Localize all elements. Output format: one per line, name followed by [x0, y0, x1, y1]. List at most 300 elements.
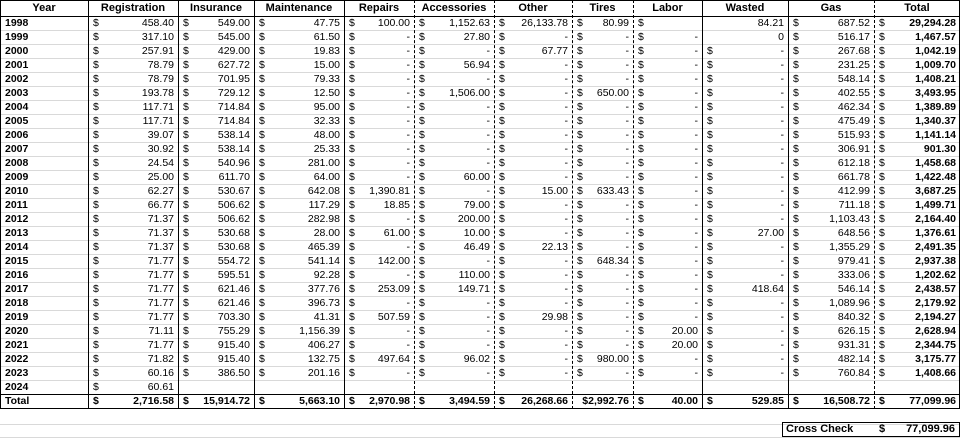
amount-cell[interactable]: - [694, 255, 698, 267]
amount-cell[interactable]: - [780, 241, 784, 253]
amount-cell[interactable]: 62.27 [147, 185, 174, 197]
year-cell[interactable]: 2001 [5, 59, 29, 71]
amount-cell[interactable]: - [625, 73, 629, 85]
amount-cell[interactable]: 650.00 [596, 87, 629, 99]
amount-cell[interactable]: 540.96 [217, 157, 250, 169]
amount-cell[interactable]: 703.30 [217, 311, 250, 323]
grand-total[interactable]: 77,099.96 [909, 395, 956, 407]
row-total[interactable]: 1,389.89 [915, 101, 956, 113]
amount-cell[interactable]: 25.33 [313, 143, 340, 155]
amount-cell[interactable]: 755.29 [217, 325, 250, 337]
amount-cell[interactable]: - [780, 213, 784, 225]
amount-cell[interactable]: - [780, 199, 784, 211]
amount-cell[interactable]: 96.02 [463, 353, 490, 365]
row-total[interactable]: 1,422.48 [915, 171, 956, 183]
amount-cell[interactable]: 545.00 [217, 31, 250, 43]
amount-cell[interactable] [702, 380, 788, 394]
amount-cell[interactable]: - [486, 115, 490, 127]
amount-cell[interactable]: 506.62 [217, 213, 250, 225]
amount-cell[interactable]: 84.21 [757, 17, 784, 29]
amount-cell[interactable]: 377.76 [307, 283, 340, 295]
year-cell[interactable]: 1998 [5, 17, 29, 29]
amount-cell[interactable]: 530.68 [217, 227, 250, 239]
amount-cell[interactable]: 429.00 [217, 45, 250, 57]
row-total[interactable]: 29,294.28 [909, 17, 956, 29]
amount-cell[interactable]: - [625, 269, 629, 281]
amount-cell[interactable]: 100.00 [377, 17, 410, 29]
amount-cell[interactable]: 48.00 [313, 129, 340, 141]
amount-cell[interactable]: 79.00 [463, 199, 490, 211]
amount-cell[interactable]: - [780, 157, 784, 169]
amount-cell[interactable]: 20.00 [671, 325, 698, 337]
amount-cell[interactable] [254, 380, 344, 394]
amount-cell[interactable]: 56.94 [463, 59, 490, 71]
amount-cell[interactable]: - [564, 367, 568, 379]
amount-cell[interactable]: - [564, 101, 568, 113]
amount-cell[interactable]: - [694, 297, 698, 309]
amount-cell[interactable]: - [780, 73, 784, 85]
amount-cell[interactable]: - [694, 185, 698, 197]
amount-cell[interactable]: 46.49 [463, 241, 490, 253]
year-cell[interactable]: 2012 [5, 213, 29, 225]
amount-cell[interactable]: - [625, 115, 629, 127]
amount-cell[interactable]: 661.78 [837, 171, 870, 183]
amount-cell[interactable]: 41.31 [313, 311, 340, 323]
amount-cell[interactable]: - [780, 269, 784, 281]
amount-cell[interactable]: 117.71 [142, 115, 174, 127]
amount-cell[interactable]: - [625, 199, 629, 211]
amount-cell[interactable]: 306.91 [837, 143, 870, 155]
amount-cell[interactable]: - [564, 227, 568, 239]
amount-cell[interactable]: - [564, 59, 568, 71]
amount-cell[interactable]: 71.37 [147, 213, 174, 225]
amount-cell[interactable]: - [780, 339, 784, 351]
amount-cell[interactable]: 132.75 [307, 353, 340, 365]
amount-cell[interactable]: 15.00 [313, 59, 340, 71]
amount-cell[interactable]: 402.55 [837, 87, 870, 99]
column-header[interactable]: Labor [652, 2, 683, 14]
amount-cell[interactable]: 117.29 [308, 199, 340, 211]
amount-cell[interactable]: - [625, 325, 629, 337]
amount-cell[interactable]: 701.95 [217, 73, 250, 85]
year-cell[interactable]: 2004 [5, 101, 29, 113]
row-total[interactable]: 1,458.68 [915, 157, 956, 169]
amount-cell[interactable]: 980.00 [596, 353, 629, 365]
amount-cell[interactable]: 548.14 [837, 73, 870, 85]
amount-cell[interactable]: 149.71 [457, 283, 490, 295]
amount-cell[interactable]: 40.00 [671, 395, 698, 407]
amount-cell[interactable]: 386.50 [217, 367, 250, 379]
amount-cell[interactable]: 32.33 [313, 115, 340, 127]
amount-cell[interactable]: - [780, 353, 784, 365]
amount-cell[interactable]: 714.84 [217, 101, 250, 113]
amount-cell[interactable]: 26,133.78 [521, 17, 568, 29]
amount-cell[interactable]: - [625, 129, 629, 141]
amount-cell[interactable]: 16,508.72 [823, 395, 870, 407]
amount-cell[interactable]: - [780, 115, 784, 127]
amount-cell[interactable]: 549.00 [217, 17, 250, 29]
row-total[interactable]: 2,344.75 [915, 339, 956, 351]
amount-cell[interactable]: 627.72 [217, 59, 250, 71]
amount-cell[interactable]: - [694, 157, 698, 169]
amount-cell[interactable]: 67.77 [541, 45, 568, 57]
row-total[interactable]: 1,042.19 [915, 45, 956, 57]
amount-cell[interactable]: 27.00 [757, 227, 784, 239]
amount-cell[interactable]: 2,716.58 [133, 395, 174, 407]
amount-cell[interactable]: - [564, 339, 568, 351]
amount-cell[interactable]: - [694, 213, 698, 225]
amount-cell[interactable] [414, 380, 494, 394]
amount-cell[interactable]: $2,992.76 [582, 395, 629, 407]
amount-cell[interactable]: 462.34 [837, 101, 870, 113]
amount-cell[interactable]: 71.82 [147, 353, 174, 365]
column-header[interactable]: Other [518, 2, 548, 14]
amount-cell[interactable]: - [486, 129, 490, 141]
amount-cell[interactable]: 546.14 [837, 283, 870, 295]
amount-cell[interactable]: - [780, 171, 784, 183]
amount-cell[interactable]: 611.70 [218, 171, 250, 183]
amount-cell[interactable]: - [625, 283, 629, 295]
amount-cell[interactable]: - [625, 339, 629, 351]
row-total[interactable]: 2,628.94 [915, 325, 956, 337]
amount-cell[interactable]: - [780, 59, 784, 71]
year-cell[interactable]: 2021 [5, 339, 29, 351]
amount-cell[interactable]: 282.98 [307, 213, 340, 225]
amount-cell[interactable]: - [564, 283, 568, 295]
amount-cell[interactable]: 15.00 [541, 185, 568, 197]
amount-cell[interactable]: 642.08 [307, 185, 340, 197]
amount-cell[interactable]: - [625, 367, 629, 379]
amount-cell[interactable]: - [406, 241, 410, 253]
amount-cell[interactable]: - [486, 143, 490, 155]
amount-cell[interactable]: - [564, 255, 568, 267]
amount-cell[interactable]: 28.00 [313, 227, 340, 239]
amount-cell[interactable]: 24.54 [147, 157, 174, 169]
amount-cell[interactable]: 71.77 [147, 255, 174, 267]
amount-cell[interactable] [344, 380, 414, 394]
amount-cell[interactable]: 1,506.00 [449, 87, 490, 99]
amount-cell[interactable]: 267.68 [837, 45, 870, 57]
row-total[interactable]: 2,438.57 [915, 283, 956, 295]
year-cell[interactable]: 2009 [5, 171, 29, 183]
amount-cell[interactable]: 333.06 [837, 269, 870, 281]
amount-cell[interactable]: 458.40 [141, 17, 174, 29]
amount-cell[interactable]: 396.73 [307, 297, 340, 309]
amount-cell[interactable]: 507.59 [377, 311, 410, 323]
amount-cell[interactable] [178, 380, 254, 394]
year-cell[interactable]: 2003 [5, 87, 29, 99]
amount-cell[interactable]: 26,268.66 [521, 395, 568, 407]
amount-cell[interactable]: 506.62 [217, 199, 250, 211]
amount-cell[interactable]: - [780, 255, 784, 267]
amount-cell[interactable]: 915.40 [217, 339, 250, 351]
amount-cell[interactable]: 687.52 [837, 17, 870, 29]
amount-cell[interactable]: - [406, 59, 410, 71]
amount-cell[interactable]: 915.40 [217, 353, 250, 365]
amount-cell[interactable]: 18.85 [383, 199, 410, 211]
amount-cell[interactable]: 20.00 [671, 339, 698, 351]
amount-cell[interactable]: 25.00 [147, 171, 174, 183]
year-cell[interactable]: 2019 [5, 311, 29, 323]
amount-cell[interactable]: 200.00 [457, 213, 490, 225]
amount-cell[interactable]: - [694, 59, 698, 71]
amount-cell[interactable]: - [780, 87, 784, 99]
amount-cell[interactable]: - [625, 101, 629, 113]
amount-cell[interactable]: 626.15 [837, 325, 870, 337]
amount-cell[interactable]: 621.46 [217, 283, 250, 295]
amount-cell[interactable]: - [564, 171, 568, 183]
amount-cell[interactable]: 117.71 [142, 101, 174, 113]
amount-cell[interactable]: 71.37 [147, 241, 174, 253]
amount-cell[interactable]: 79.33 [313, 73, 340, 85]
amount-cell[interactable]: - [486, 101, 490, 113]
column-header[interactable]: Year [32, 2, 56, 14]
amount-cell[interactable]: 110.00 [458, 269, 490, 281]
amount-cell[interactable]: - [406, 367, 410, 379]
amount-cell[interactable]: 612.18 [837, 157, 870, 169]
amount-cell[interactable] [572, 380, 633, 394]
amount-cell[interactable]: 80.99 [602, 17, 629, 29]
amount-cell[interactable]: - [406, 115, 410, 127]
row-total[interactable]: 3,493.95 [915, 87, 956, 99]
amount-cell[interactable]: - [564, 115, 568, 127]
amount-cell[interactable]: 465.39 [307, 241, 340, 253]
amount-cell[interactable]: - [780, 129, 784, 141]
row-total[interactable]: 1,499.71 [915, 199, 956, 211]
amount-cell[interactable]: 482.14 [837, 353, 870, 365]
amount-cell[interactable]: 1,390.81 [369, 185, 410, 197]
column-header[interactable]: Insurance [190, 2, 242, 14]
row-total[interactable]: 901.30 [923, 143, 956, 155]
year-cell[interactable]: 2006 [5, 129, 29, 141]
row-total[interactable]: 1,009.70 [915, 59, 956, 71]
column-header[interactable]: Tires [589, 2, 616, 14]
amount-cell[interactable]: - [564, 31, 568, 43]
amount-cell[interactable]: - [694, 45, 698, 57]
amount-cell[interactable]: 71.11 [148, 325, 174, 337]
amount-cell[interactable]: - [625, 227, 629, 239]
year-cell[interactable]: 2020 [5, 325, 29, 337]
amount-cell[interactable]: - [564, 325, 568, 337]
amount-cell[interactable]: - [564, 143, 568, 155]
amount-cell[interactable]: - [694, 87, 698, 99]
amount-cell[interactable]: 201.16 [307, 367, 340, 379]
year-cell[interactable]: 1999 [5, 31, 29, 43]
amount-cell[interactable]: 71.77 [147, 339, 174, 351]
amount-cell[interactable]: - [406, 297, 410, 309]
row-total[interactable]: 1,376.61 [915, 227, 956, 239]
year-cell[interactable]: 2000 [5, 45, 29, 57]
amount-cell[interactable]: 554.72 [217, 255, 250, 267]
amount-cell[interactable]: 231.25 [837, 59, 870, 71]
row-total[interactable]: 1,202.62 [915, 269, 956, 281]
year-cell[interactable]: 2008 [5, 157, 29, 169]
amount-cell[interactable]: 66.77 [147, 199, 174, 211]
amount-cell[interactable]: - [406, 143, 410, 155]
amount-cell[interactable]: - [486, 157, 490, 169]
year-cell[interactable]: 2023 [5, 367, 29, 379]
amount-cell[interactable]: 530.67 [217, 185, 250, 197]
year-cell[interactable]: 2016 [5, 269, 29, 281]
amount-cell[interactable]: - [780, 325, 784, 337]
amount-cell[interactable]: - [694, 115, 698, 127]
amount-cell[interactable]: - [406, 101, 410, 113]
amount-cell[interactable]: 92.28 [313, 269, 340, 281]
row-total[interactable]: 3,175.77 [915, 353, 956, 365]
totals-label[interactable]: Total [5, 395, 30, 407]
amount-cell[interactable]: - [694, 73, 698, 85]
column-header[interactable]: Gas [820, 2, 842, 14]
amount-cell[interactable]: 1,355.29 [829, 241, 870, 253]
row-total[interactable]: 2,164.40 [915, 213, 956, 225]
amount-cell[interactable]: 515.93 [837, 129, 870, 141]
amount-cell[interactable]: - [625, 241, 629, 253]
amount-cell[interactable]: - [406, 157, 410, 169]
amount-cell[interactable]: - [625, 213, 629, 225]
column-header[interactable]: Registration [100, 2, 166, 14]
amount-cell[interactable]: 497.64 [377, 353, 410, 365]
amount-cell[interactable]: 0 [778, 31, 784, 43]
row-total[interactable]: 3,687.25 [915, 185, 956, 197]
amount-cell[interactable]: 729.12 [217, 87, 250, 99]
amount-cell[interactable]: 541.14 [307, 255, 340, 267]
year-cell[interactable]: 2014 [5, 241, 29, 253]
amount-cell[interactable]: 253.09 [377, 283, 410, 295]
amount-cell[interactable]: 516.17 [837, 31, 870, 43]
row-total[interactable] [874, 380, 960, 394]
amount-cell[interactable]: 71.77 [147, 297, 174, 309]
row-total[interactable]: 2,491.35 [915, 241, 956, 253]
amount-cell[interactable]: - [625, 59, 629, 71]
year-cell[interactable]: 2013 [5, 227, 29, 239]
amount-cell[interactable]: - [694, 269, 698, 281]
amount-cell[interactable]: 840.32 [837, 311, 870, 323]
amount-cell[interactable]: 1,103.43 [829, 213, 870, 225]
amount-cell[interactable]: - [564, 129, 568, 141]
amount-cell[interactable]: 1,156.39 [299, 325, 340, 337]
amount-cell[interactable]: 2,970.98 [369, 395, 410, 407]
amount-cell[interactable]: 406.27 [307, 339, 340, 351]
year-cell[interactable]: 2011 [5, 199, 28, 211]
column-header[interactable]: Repairs [358, 2, 400, 14]
column-header[interactable]: Accessories [421, 2, 487, 14]
amount-cell[interactable]: 317.10 [141, 31, 174, 43]
year-cell[interactable]: 2022 [5, 353, 29, 365]
amount-cell[interactable]: - [486, 311, 490, 323]
amount-cell[interactable]: - [406, 45, 410, 57]
amount-cell[interactable]: 60.00 [463, 171, 490, 183]
amount-cell[interactable]: - [780, 297, 784, 309]
amount-cell[interactable]: 61.50 [313, 31, 340, 43]
amount-cell[interactable]: - [625, 297, 629, 309]
amount-cell[interactable]: - [694, 353, 698, 365]
amount-cell[interactable]: - [486, 73, 490, 85]
amount-cell[interactable]: 1,152.63 [449, 17, 490, 29]
amount-cell[interactable]: - [625, 171, 629, 183]
amount-cell[interactable] [633, 16, 702, 30]
year-cell[interactable]: 2002 [5, 73, 29, 85]
amount-cell[interactable]: - [486, 255, 490, 267]
amount-cell[interactable]: 595.51 [217, 269, 250, 281]
amount-cell[interactable]: 648.56 [837, 227, 870, 239]
row-total[interactable]: 2,937.38 [915, 255, 956, 267]
amount-cell[interactable]: - [694, 31, 698, 43]
amount-cell[interactable]: - [694, 367, 698, 379]
amount-cell[interactable]: 27.80 [463, 31, 490, 43]
year-cell[interactable]: 2024 [5, 381, 29, 393]
amount-cell[interactable]: - [694, 241, 698, 253]
amount-cell[interactable]: - [694, 283, 698, 295]
amount-cell[interactable]: 538.14 [217, 129, 250, 141]
amount-cell[interactable]: 418.64 [751, 283, 784, 295]
year-cell[interactable]: 2007 [5, 143, 29, 155]
column-header[interactable]: Maintenance [265, 2, 333, 14]
amount-cell[interactable]: - [406, 325, 410, 337]
amount-cell[interactable]: - [564, 269, 568, 281]
amount-cell[interactable]: 71.77 [147, 283, 174, 295]
amount-cell[interactable]: 64.00 [313, 171, 340, 183]
amount-cell[interactable]: - [780, 143, 784, 155]
amount-cell[interactable]: - [694, 101, 698, 113]
amount-cell[interactable]: - [564, 87, 568, 99]
column-header[interactable]: Wasted [725, 2, 765, 14]
amount-cell[interactable]: - [486, 367, 490, 379]
amount-cell[interactable]: 12.50 [313, 87, 340, 99]
amount-cell[interactable]: 633.43 [596, 185, 629, 197]
year-cell[interactable]: 2010 [5, 185, 29, 197]
amount-cell[interactable]: 281.00 [307, 157, 340, 169]
amount-cell[interactable]: 71.37 [147, 227, 174, 239]
amount-cell[interactable]: - [406, 31, 410, 43]
amount-cell[interactable]: 529.85 [751, 395, 784, 407]
amount-cell[interactable]: 71.77 [147, 269, 174, 281]
amount-cell[interactable]: 1,089.96 [829, 297, 870, 309]
amount-cell[interactable]: - [625, 311, 629, 323]
year-cell[interactable]: 2017 [5, 283, 29, 295]
amount-cell[interactable]: - [406, 339, 410, 351]
amount-cell[interactable]: 10.00 [463, 227, 490, 239]
amount-cell[interactable]: 78.79 [147, 73, 174, 85]
amount-cell[interactable]: - [486, 185, 490, 197]
amount-cell[interactable]: - [780, 367, 784, 379]
amount-cell[interactable]: - [694, 311, 698, 323]
amount-cell[interactable]: 530.68 [217, 241, 250, 253]
amount-cell[interactable]: - [406, 129, 410, 141]
amount-cell[interactable]: - [694, 171, 698, 183]
amount-cell[interactable] [494, 380, 572, 394]
amount-cell[interactable]: 193.78 [141, 87, 174, 99]
amount-cell[interactable]: 760.84 [837, 367, 870, 379]
amount-cell[interactable]: 621.46 [217, 297, 250, 309]
year-cell[interactable]: 2015 [5, 255, 29, 267]
amount-cell[interactable]: 538.14 [217, 143, 250, 155]
amount-cell[interactable]: 979.41 [837, 255, 870, 267]
row-total[interactable]: 1,340.37 [915, 115, 956, 127]
amount-cell[interactable]: 5,663.10 [299, 395, 340, 407]
amount-cell[interactable]: 714.84 [217, 115, 250, 127]
row-total[interactable]: 1,141.14 [915, 129, 956, 141]
amount-cell[interactable]: - [564, 297, 568, 309]
amount-cell[interactable]: 15,914.72 [203, 395, 250, 407]
amount-cell[interactable]: - [694, 143, 698, 155]
amount-cell[interactable]: - [486, 339, 490, 351]
amount-cell[interactable]: 39.07 [147, 129, 174, 141]
amount-cell[interactable]: 61.00 [383, 227, 410, 239]
column-header[interactable]: Total [904, 2, 930, 14]
amount-cell[interactable]: 19.83 [313, 45, 340, 57]
amount-cell[interactable] [788, 380, 874, 394]
amount-cell[interactable]: - [486, 45, 490, 57]
